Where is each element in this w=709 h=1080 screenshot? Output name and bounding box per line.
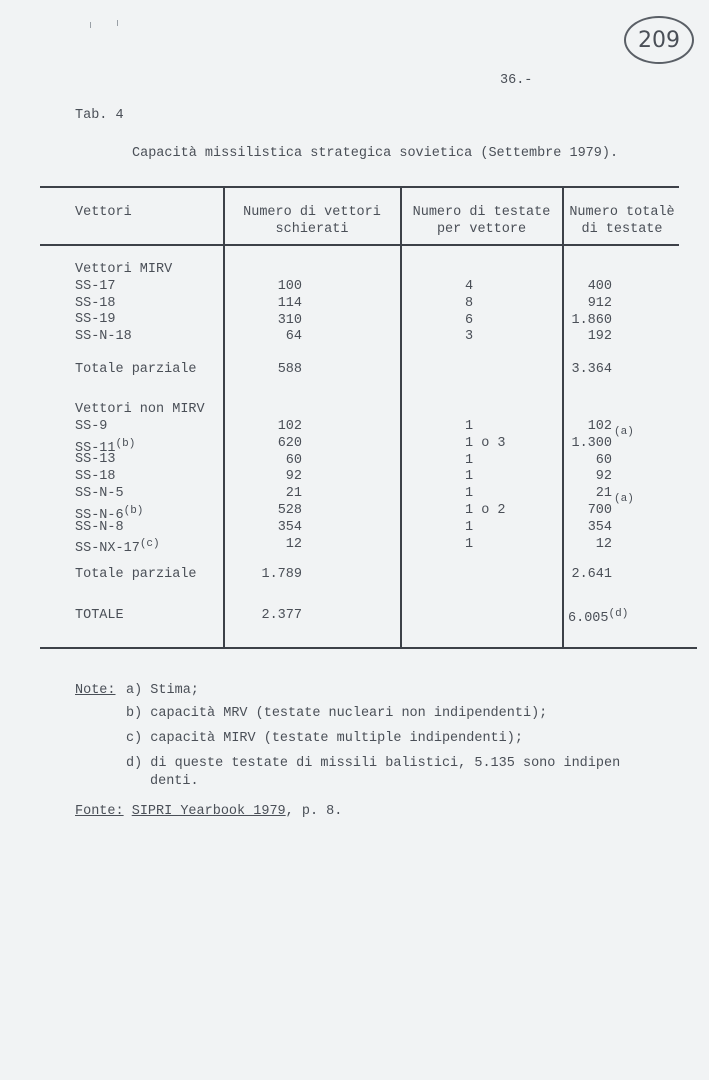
table-cell: 12	[595, 536, 612, 552]
table-cell: 21	[285, 486, 302, 502]
table-row-name: SS-19	[75, 312, 116, 328]
note-item: denti.	[150, 774, 199, 789]
table-cell: 354	[587, 519, 612, 535]
table-row-name: SS-NX-17$^{(c)}$	[75, 538, 160, 557]
grand-total-totale: 6.005$^{(d)}$	[568, 608, 629, 626]
mirv-subtotal-vettori: 588	[277, 362, 302, 377]
table-row-name: SS-9	[75, 418, 108, 434]
table-cell: 60	[595, 452, 612, 468]
table-header-rule	[40, 244, 679, 246]
table-row-name: SS-18	[75, 295, 116, 311]
table-cell: 1	[465, 452, 474, 468]
table-row-name: SS-N-6$^{(b)}$	[75, 504, 144, 523]
grand-total-vettori: 2.377	[261, 608, 302, 623]
table-cell: 354	[277, 519, 302, 535]
table-cell: 1.860	[571, 312, 612, 328]
table-cell: 1	[465, 519, 474, 535]
table-cell: 102	[277, 419, 302, 434]
footnote-mark: (b)	[123, 504, 144, 517]
archive-number: 209	[638, 27, 680, 53]
table-cell: 21	[595, 486, 612, 502]
table-cell: 8	[465, 295, 474, 311]
group-label: Vettori MIRV	[75, 262, 173, 277]
footnote-mark: (c)	[139, 538, 160, 551]
table-bottom-rule	[40, 647, 697, 649]
non-mirv-subtotal-vettori: 1.789	[261, 567, 302, 582]
mirv-subtotal-label: Totale parziale	[75, 362, 197, 377]
note-item: d) di queste testate di missili balistici, 5.135 sono indipen	[126, 756, 621, 771]
footnote-mark: (b)	[115, 437, 136, 450]
table-cell: 114	[277, 295, 302, 311]
table-cell: 310	[277, 312, 302, 328]
source-label: Fonte:	[75, 804, 124, 819]
table-cell: 912	[587, 295, 612, 311]
table-row-name: SS-17	[75, 278, 116, 294]
table-cell: 3	[465, 329, 474, 345]
mirv-vettori	[250, 279, 302, 346]
table-cell: 92	[595, 469, 612, 485]
table-top-rule	[40, 186, 679, 188]
header-totale-testate: Numero totalè di testate	[569, 205, 675, 237]
notes-label: Note:	[75, 683, 116, 698]
header-numero-vettori: Numero di vettori schierati	[243, 205, 381, 237]
source-rest: , p. 8.	[285, 804, 343, 819]
table-cell: 12	[285, 536, 302, 552]
note-item: b) capacità MRV (testate nucleari non indipendenti);	[126, 706, 548, 721]
non-mirv-names	[75, 402, 205, 557]
table-cell: 700	[587, 502, 612, 518]
column-divider	[223, 186, 225, 647]
table-cell: 1 o 3	[465, 435, 506, 451]
source-title: SIPRI Yearbook 1979	[131, 804, 286, 819]
table-cell: 64	[285, 329, 302, 345]
table-row-name: SS-N-5	[75, 485, 124, 501]
source-line	[75, 804, 342, 819]
table-row-name: SS-N-8	[75, 519, 124, 535]
scan-mark	[117, 20, 118, 26]
table-cell: 1 o 2	[465, 502, 506, 518]
mirv-subtotal-totale: 3.364	[571, 362, 612, 377]
non-mirv-testate-per	[465, 419, 506, 553]
group-label: Vettori non MIRV	[75, 402, 205, 417]
archive-number-stamp	[624, 16, 694, 64]
table-cell: 400	[587, 279, 612, 294]
note-item: c) capacità MIRV (testate multiple indipendenti);	[126, 731, 523, 746]
scan-mark	[90, 22, 91, 28]
table-row-name: SS-N-18	[75, 329, 132, 345]
table-cell: 1	[465, 469, 474, 485]
table-title: Capacità missilistica strategica sovietica (Settembre 1979).	[132, 146, 619, 161]
note-item: a) Stima;	[126, 683, 199, 698]
table-row-name: SS-18	[75, 469, 116, 485]
non-mirv-totale	[560, 419, 612, 553]
table-cell: 6	[465, 312, 474, 328]
mirv-names	[75, 262, 172, 346]
footnote-mark: (a)	[614, 493, 634, 505]
table-cell: 60	[285, 452, 302, 468]
table-cell: 620	[277, 435, 302, 451]
grand-total-label: TOTALE	[75, 608, 124, 623]
table-cell: 528	[277, 502, 302, 518]
header-vettori: Vettori	[75, 205, 132, 220]
non-mirv-vettori	[250, 419, 302, 553]
table-cell: 1	[465, 419, 474, 434]
page-number: 36.-	[500, 73, 533, 88]
table-cell: 1.300	[571, 435, 612, 451]
table-cell: 1	[465, 486, 474, 502]
table-row-name: SS-11$^{(b)}$	[75, 437, 136, 456]
footnote-mark: (a)	[614, 426, 634, 438]
mirv-totale	[560, 279, 612, 346]
table-cell: 4	[465, 279, 474, 294]
table-cell: 192	[587, 329, 612, 345]
mirv-testate-per	[465, 279, 473, 346]
table-cell: 1	[465, 536, 474, 552]
table-cell: 100	[277, 279, 302, 294]
table-cell: 92	[285, 469, 302, 485]
non-mirv-subtotal-label: Totale parziale	[75, 567, 197, 582]
table-cell: 102	[587, 419, 612, 434]
column-divider	[400, 186, 402, 647]
header-testate-per-vettore: Numero di testate per vettore	[412, 205, 551, 237]
table-label: Tab. 4	[75, 108, 124, 123]
table-row-name: SS-13	[75, 452, 116, 468]
non-mirv-subtotal-totale: 2.641	[571, 567, 612, 582]
footnote-mark: (d)	[608, 608, 629, 620]
